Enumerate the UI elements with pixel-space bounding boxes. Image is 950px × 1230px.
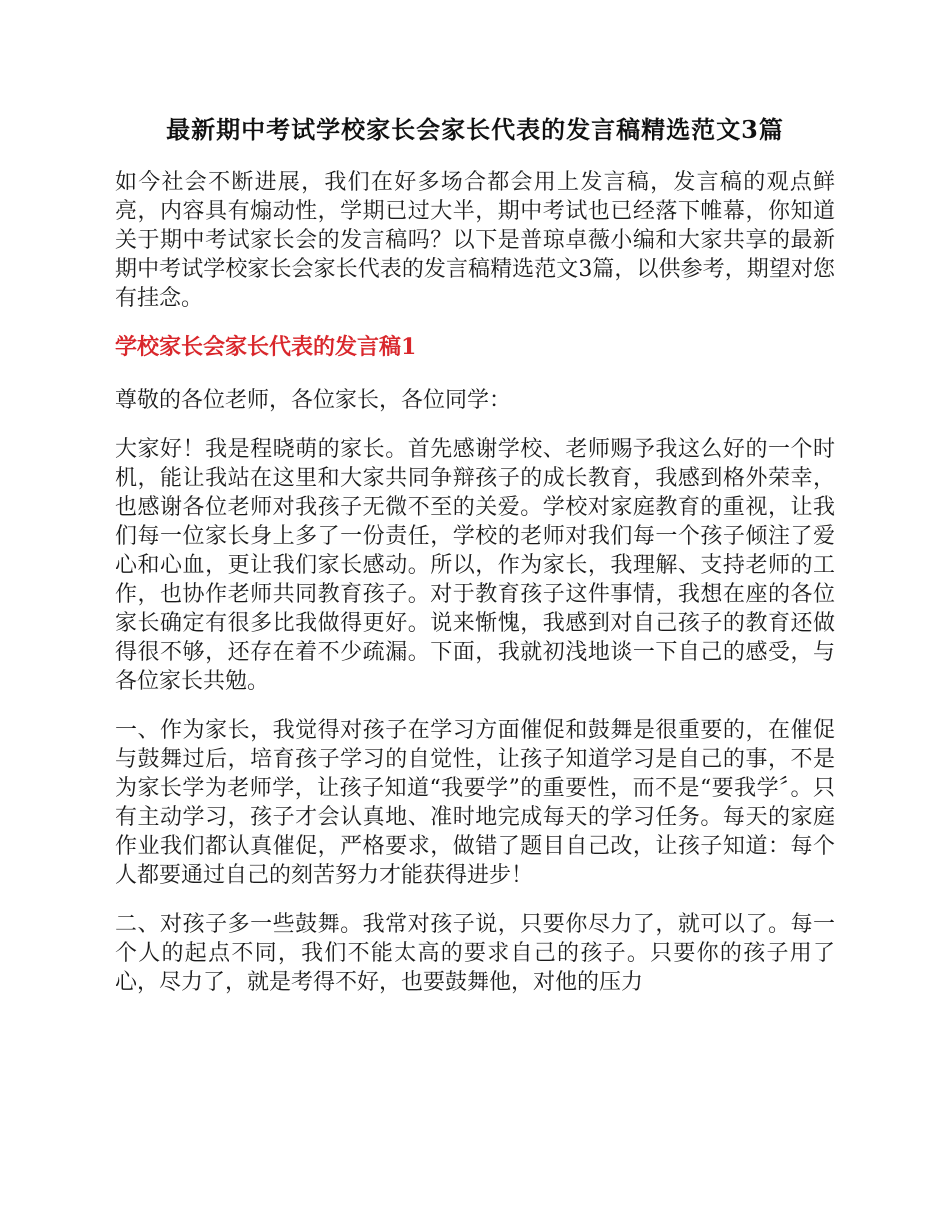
document-title: 最新期中考试学校家长会家长代表的发言稿精选范文3篇 (166, 115, 784, 144)
body-paragraph-point-two: 二、对孩子多一些鼓舞。我常对孩子说，只要你尽力了，就可以了。每一个人的起点不同，我们不能太高的要求自己的孩子。只要你的孩子用了心，尽力了，就是考得不好，也要鼓舞他，对他的压力 (115, 912, 835, 995)
document-page (115, 112, 835, 1017)
salutation-paragraph: 尊敬的各位老师，各位家长，各位同学： (115, 388, 512, 413)
section-heading: 学校家长会家长代表的发言稿1 (115, 334, 417, 360)
body-paragraph-point-one: 一、作为家长，我觉得对孩子在学习方面催促和鼓舞是很重要的，在催促与鼓舞过后，培育孩子学习的自觉性，让孩子知道学习是自己的事，不是为家长学为老师学，让孩子知道“我要学”的重要性，而不是“要我学〞。只有主动学习，孩子才会认真地、准时地完成每天的学习任务。每天的家庭作业我们都认真催促，严格要求，做错了题目自己改，让孩子知道：每个人都要通过自己的刻苦努力才能获得进步！ (115, 718, 835, 888)
intro-paragraph: 如今社会不断进展，我们在好多场合都会用上发言稿，发言稿的观点鲜亮，内容具有煽动性，学期已过大半，期中考试也已经落下帷幕，你知道关于期中考试家长会的发言稿吗？以下是普琼卓薇小编和大家共享的最新期中考试学校家长会家长代表的发言稿精选范文3篇，以供参考，期望对您有挂念。 (115, 170, 835, 311)
body-paragraph-greeting: 大家好！我是程晓萌的家长。首先感谢学校、老师赐予我这么好的一个时机，能让我站在这里和大家共同争辩孩子的成长教育，我感到格外荣幸，也感谢各位老师对我孩子无微不至的关爱。学校对家庭教育的重视，让我们每一位家长身上多了一份责任，学校的老师对我们每一个孩子倾注了爱心和心血，更让我们家长感动。所以，作为家长，我理解、支持老师的工作，也协作老师共同教育孩子。对于教育孩子这件事情，我想在座的各位家长确定有很多比我做得更好。说来惭愧，我感到对自己孩子的教育还做得很不够，还存在着不少疏漏。下面，我就初浅地谈一下自己的感受，与各位家长共勉。 (115, 437, 835, 694)
